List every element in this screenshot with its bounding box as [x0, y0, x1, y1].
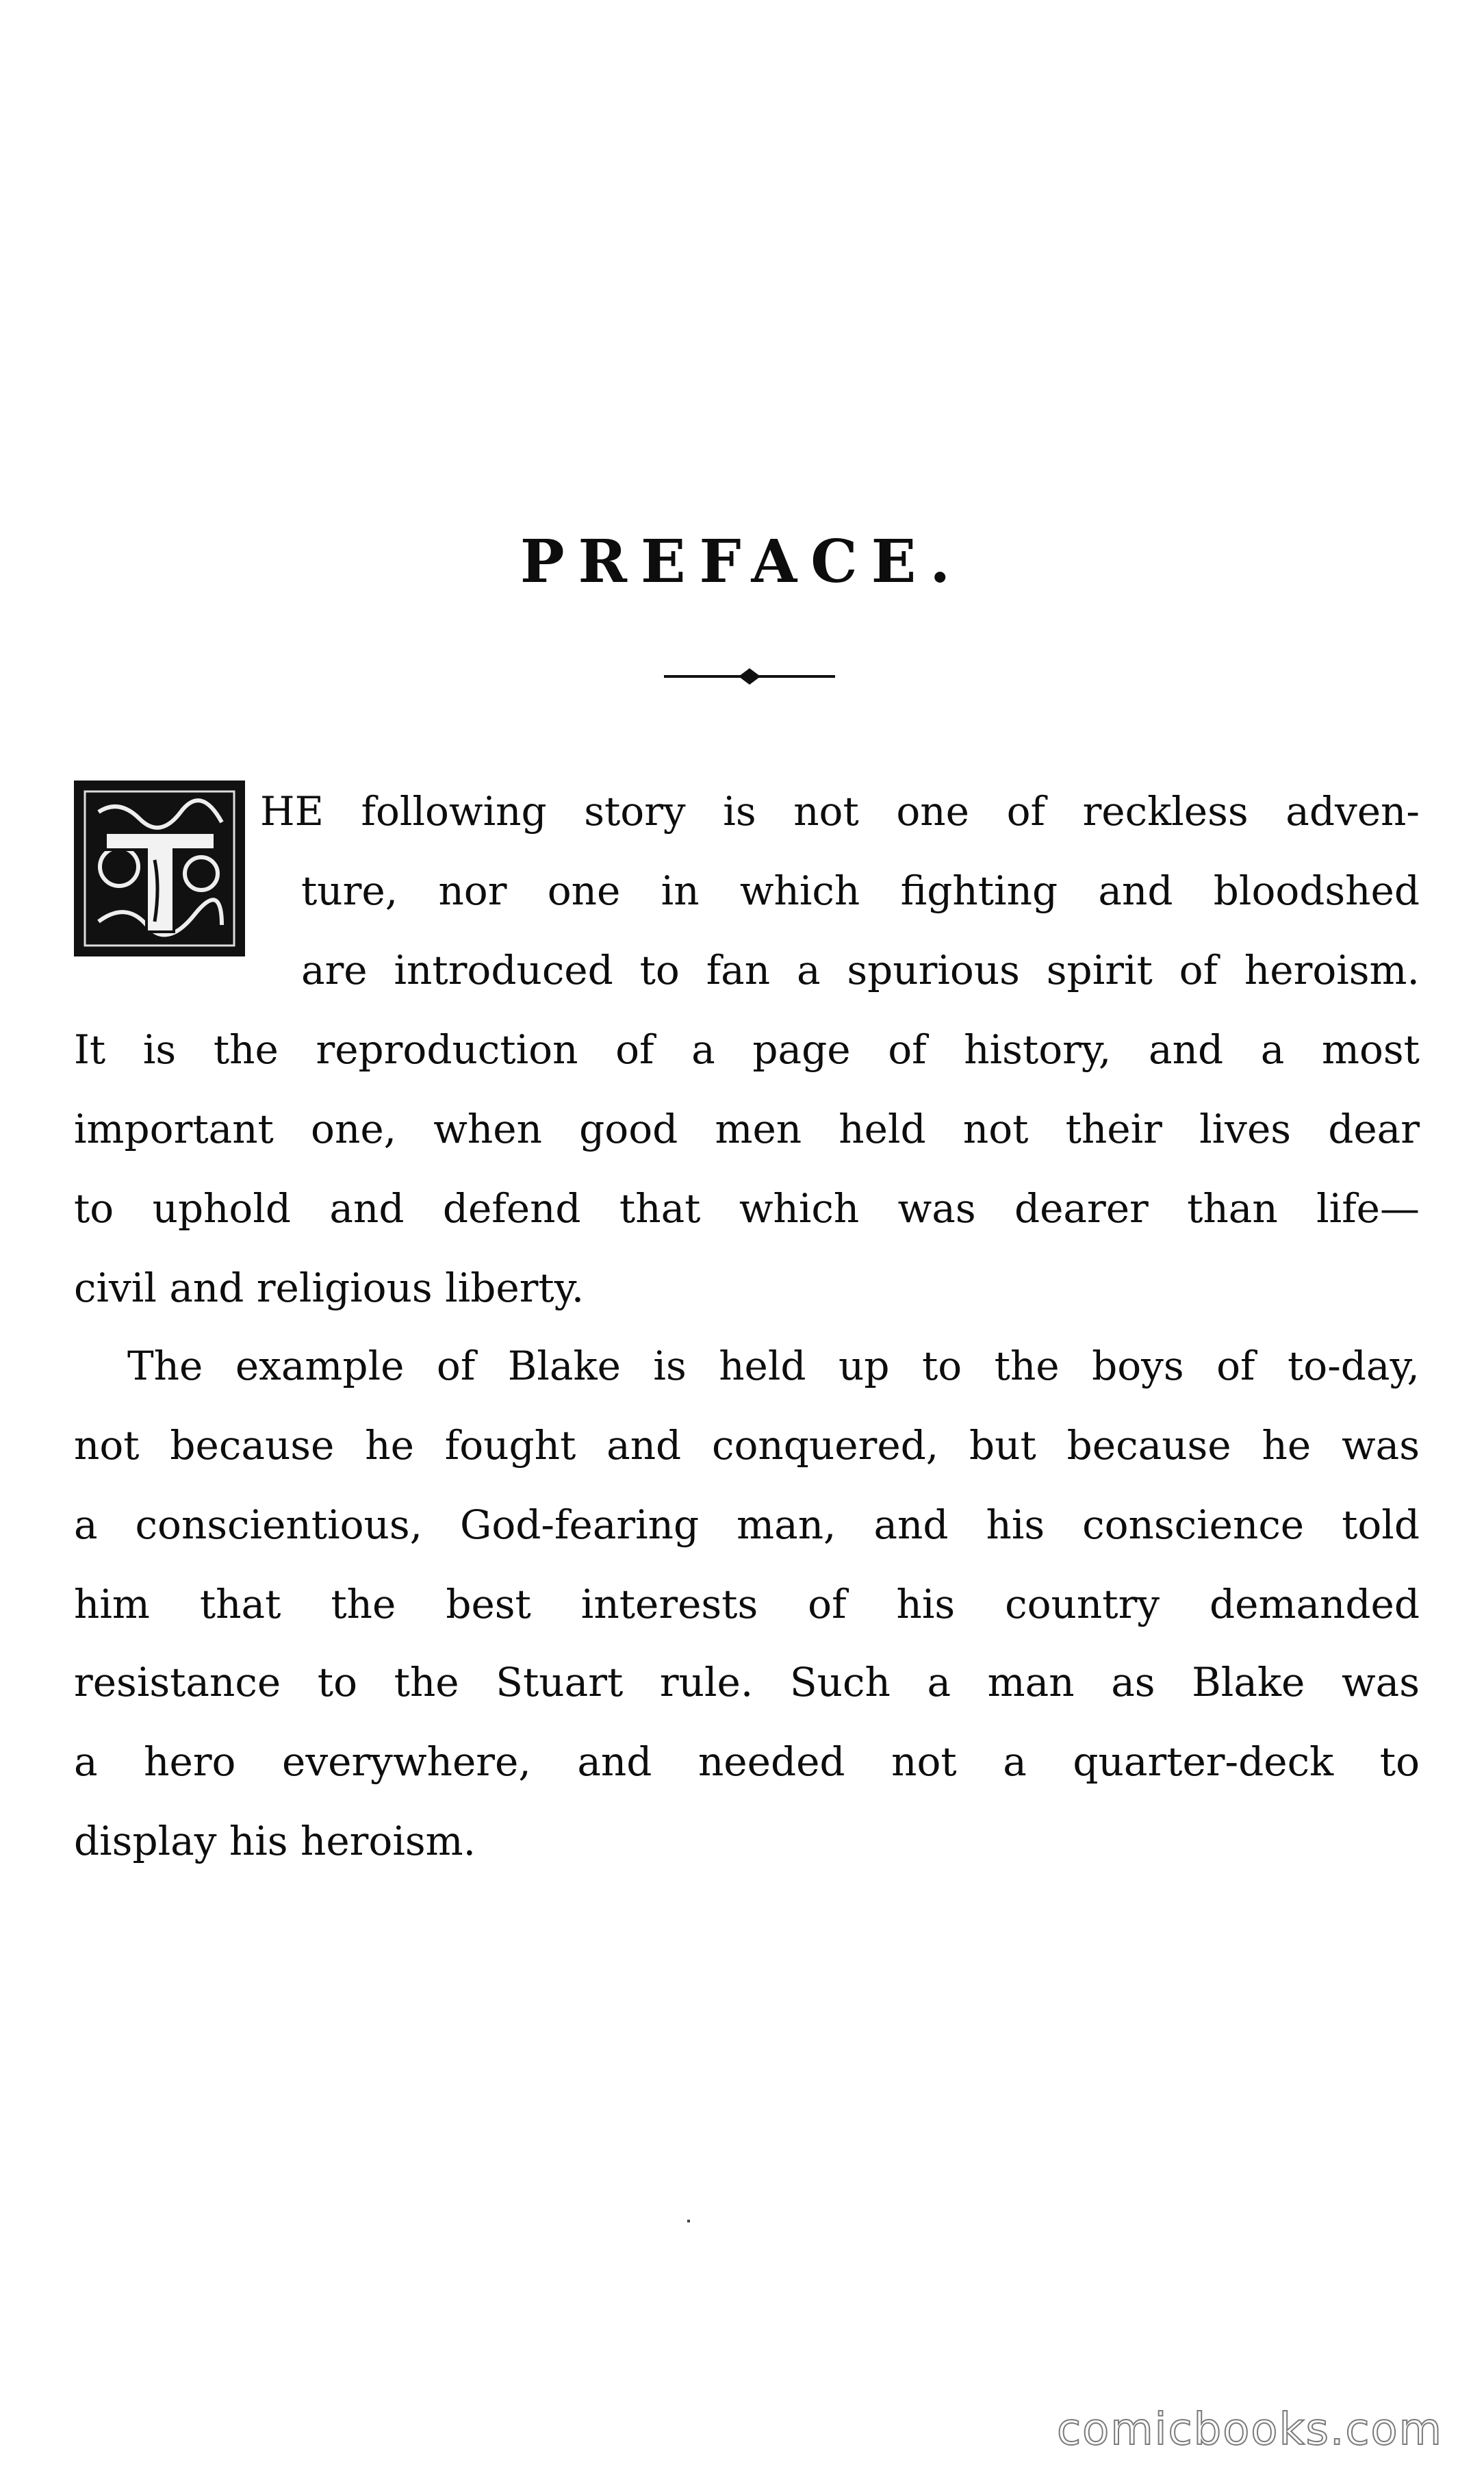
- text-line: are introduced to fan a spurious spirit of heroism.: [301, 947, 1420, 993]
- text-line: HE following story is not one of reckless adven-: [260, 788, 1420, 835]
- page-title: PREFACE.: [520, 527, 964, 596]
- text-line: display his heroism.: [74, 1818, 476, 1864]
- decorated-letter-t-icon: [78, 785, 241, 952]
- text-line: ture, nor one in which fighting and bloodshed: [301, 867, 1420, 914]
- text-line: not because he fought and conquered, but because he was: [74, 1422, 1420, 1469]
- text-line: him that the best interests of his country demanded: [74, 1581, 1420, 1627]
- text-line: important one, when good men held not their lives dear: [74, 1106, 1420, 1152]
- text-line: civil and religious liberty.: [74, 1265, 585, 1311]
- watermark: comicbooks.com: [1056, 2405, 1443, 2455]
- text-line: It is the reproduction of a page of history, and a most: [74, 1026, 1420, 1073]
- text-line: The example of Blake is held up to the boys of to-day,: [127, 1343, 1420, 1389]
- text-line: to uphold and defend that which was dearer than life—: [74, 1185, 1420, 1232]
- ornament-divider: [664, 664, 835, 689]
- text-line: a conscientious, God-fearing man, and his conscience told: [74, 1501, 1420, 1548]
- text-line: resistance to the Stuart rule. Such a man as Blake was: [74, 1659, 1420, 1705]
- text-line: a hero everywhere, and needed not a quarter-deck to: [74, 1738, 1420, 1785]
- printer-speck: [687, 2220, 690, 2222]
- drop-cap-ornament: [74, 781, 245, 956]
